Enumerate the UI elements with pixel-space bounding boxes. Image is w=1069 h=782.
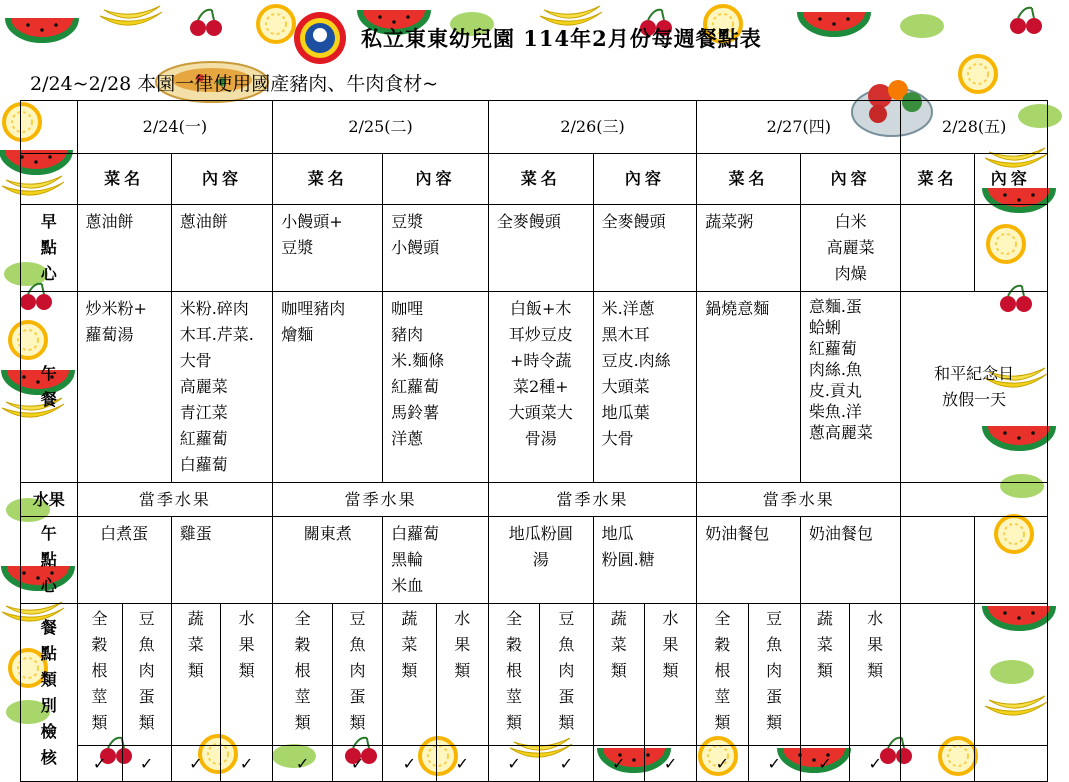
content-header: 內容: [171, 154, 273, 205]
empty-cell: [974, 604, 1047, 746]
dish-name-header: 菜名: [901, 154, 974, 205]
check-mark: ✓: [697, 746, 748, 782]
row-label-text: 午點心: [40, 524, 57, 595]
dish-content: [800, 205, 901, 292]
day-header: 2/28(五): [901, 101, 1048, 154]
dish-content: [383, 292, 489, 483]
row-label-text: 午餐: [40, 364, 57, 409]
food-group-label: 蔬 菜 類: [816, 609, 833, 680]
dish-content-text: 意麵.蛋 蛤蜊 紅蘿蔔 肉絲.魚 皮.貢丸 柴魚.洋 蔥高麗菜: [808, 297, 873, 442]
dish-content: [974, 517, 1047, 604]
dish-content-text: 米粉.碎肉 木耳.芹菜. 大骨 高麗菜 青江菜 紅蘿蔔 白蘿蔔: [179, 299, 254, 474]
food-group-cell: [540, 604, 593, 746]
check-mark: ✓: [273, 746, 333, 782]
content-header: 內容: [593, 154, 697, 205]
dish-content-text: 雞蛋: [179, 524, 212, 543]
dish-content: [593, 205, 697, 292]
check-row: [21, 746, 1048, 782]
dish-content-text: 白蘿蔔 黑輪 米血: [391, 524, 440, 595]
dish-content-text: 地瓜 粉圓.糖: [601, 524, 655, 569]
meat-origin-notice: 2/24~2/28 本園一律使用國產豬肉、牛肉食材~: [30, 73, 439, 95]
content-header: 內容: [800, 154, 901, 205]
food-group-cell: [436, 604, 488, 746]
check-mark: ✓: [850, 746, 901, 782]
dish-name: [77, 517, 171, 604]
check-mark: ✓: [644, 746, 696, 782]
food-group-label: 水 果 類: [867, 609, 884, 680]
dish-content: [171, 205, 273, 292]
food-group-label: 豆 魚 肉 蛋 類: [766, 609, 783, 732]
cherry-deco: [1010, 8, 1042, 34]
content-header: 內容: [383, 154, 489, 205]
dish-content: [171, 292, 273, 483]
food-group-label: 豆 魚 肉 蛋 類: [138, 609, 155, 732]
dish-name: [77, 292, 171, 483]
dish-name-header: 菜名: [697, 154, 801, 205]
dish-name: [488, 205, 593, 292]
dish-content-text: 豆漿 小饅頭: [391, 212, 440, 257]
day-header-row: [21, 101, 1048, 154]
food-group-cell: [220, 604, 272, 746]
food-group-cell: [593, 604, 644, 746]
dish-content: [593, 292, 697, 483]
dish-name: [901, 517, 974, 604]
breakfast-row: [21, 205, 1048, 292]
holiday-text: 和平紀念日 放假一天: [934, 364, 1015, 409]
row-label-lunch: [21, 292, 78, 483]
dish-name: [488, 292, 593, 483]
check-mark: ✓: [171, 746, 220, 782]
food-group-cell: [171, 604, 220, 746]
fruit-row: [21, 483, 1048, 517]
dish-name-text: 鍋燒意麵: [705, 299, 770, 318]
row-label-breakfast: [21, 205, 78, 292]
day-header: 2/25(二): [273, 101, 489, 154]
food-group-cell: [77, 604, 122, 746]
food-group-label: 水 果 類: [454, 609, 471, 680]
day-header: 2/24(一): [77, 101, 273, 154]
weekly-menu-table: [20, 100, 1048, 782]
check-mark: ✓: [748, 746, 800, 782]
check-mark: ✓: [800, 746, 849, 782]
food-group-label: 蔬 菜 類: [187, 609, 204, 680]
dish-name-text: 奶油餐包: [705, 524, 770, 543]
dish-content-text: 全麥饅頭: [601, 212, 666, 231]
cherry-deco: [190, 10, 222, 36]
dish-name-text: 蔥油餅: [85, 212, 134, 231]
check-mark: ✓: [122, 746, 171, 782]
banana-deco: [100, 6, 162, 25]
fruit-cell: 當季水果: [488, 483, 696, 517]
row-label-check: [21, 604, 78, 782]
page-header: [293, 14, 762, 62]
food-group-label: 全 穀 根 莖 類: [294, 609, 311, 732]
food-group-cell: [850, 604, 901, 746]
dish-name: [273, 517, 383, 604]
check-mark: ✓: [77, 746, 122, 782]
dish-name-text: 全麥饅頭: [496, 212, 561, 231]
dish-name-header: 菜名: [77, 154, 171, 205]
dish-name-header: 菜名: [488, 154, 593, 205]
fruit-cell: 當季水果: [697, 483, 901, 517]
dish-name: [273, 205, 383, 292]
empty-cell: [901, 746, 974, 782]
dish-content: [383, 205, 489, 292]
corner-cell: [21, 154, 78, 205]
food-group-label: 水 果 類: [238, 609, 255, 680]
day-header: 2/27(四): [697, 101, 901, 154]
leaf-deco: [900, 14, 944, 38]
dish-name: [273, 292, 383, 483]
lemon-deco: [960, 56, 996, 92]
food-group-cell: [383, 604, 436, 746]
dish-content-text: 奶油餐包: [808, 524, 873, 543]
dish-content: [171, 517, 273, 604]
dish-name: [697, 292, 801, 483]
food-group-label: 豆 魚 肉 蛋 類: [558, 609, 575, 732]
check-mark: ✓: [488, 746, 539, 782]
dish-name-text: 白煮蛋: [100, 524, 149, 543]
holiday-notice: [901, 292, 1048, 483]
check-mark: ✓: [540, 746, 593, 782]
dish-content-text: 米.洋蔥 黑木耳 豆皮.肉絲 大頭菜 地瓜葉 大骨: [601, 299, 671, 448]
check-mark: ✓: [436, 746, 488, 782]
dish-name-text: 地瓜粉圓 湯: [508, 524, 573, 569]
content-header: 內容: [974, 154, 1047, 205]
dish-name-text: 白飯+木 耳炒豆皮 +時令蔬 菜2種+ 大頭菜大 骨湯: [508, 299, 573, 448]
school-logo: [293, 11, 347, 65]
food-group-row: [21, 604, 1048, 746]
watermelon-deco: [800, 12, 868, 34]
dish-name-text: 小饅頭+ 豆漿: [281, 212, 343, 257]
food-group-cell: [332, 604, 382, 746]
food-group-cell: [122, 604, 171, 746]
food-group-label: 蔬 菜 類: [401, 609, 418, 680]
dish-name-text: 炒米粉+ 蘿蔔湯: [85, 299, 147, 344]
food-group-label: 豆 魚 肉 蛋 類: [349, 609, 366, 732]
dish-name: [901, 205, 974, 292]
dish-name: [697, 205, 801, 292]
snack-row: [21, 517, 1048, 604]
dish-name-header: 菜名: [273, 154, 383, 205]
dish-content: [593, 517, 697, 604]
food-group-label: 全 穀 根 莖 類: [714, 609, 731, 732]
empty-cell: [901, 604, 974, 746]
dish-content: [383, 517, 489, 604]
dish-name: [77, 205, 171, 292]
dish-content-text: 白米 高麗菜 肉燥: [826, 212, 875, 283]
food-group-cell: [800, 604, 849, 746]
food-group-cell: [697, 604, 748, 746]
dish-name-text: 咖哩豬肉 燴麵: [281, 299, 346, 344]
row-label-text: 餐點類別檢核: [40, 617, 57, 767]
dish-content-text: 咖哩 豬肉 米.麵條 紅蘿蔔 馬鈴薯 洋蔥: [391, 299, 445, 448]
food-group-label: 蔬 菜 類: [610, 609, 627, 680]
dish-content-text: 蔥油餅: [179, 212, 228, 231]
check-mark: ✓: [593, 746, 644, 782]
dish-content: [800, 517, 901, 604]
dish-content: [974, 205, 1047, 292]
fruit-cell: [901, 483, 1048, 517]
food-group-label: 全 穀 根 莖 類: [91, 609, 108, 732]
dish-name: [488, 517, 593, 604]
food-group-cell: [748, 604, 800, 746]
check-mark: ✓: [383, 746, 436, 782]
lemon-deco: [258, 6, 294, 42]
watermelon-deco: [8, 18, 76, 40]
dish-content: [800, 292, 901, 483]
column-header-row: [21, 154, 1048, 205]
food-group-cell: [644, 604, 696, 746]
check-mark: ✓: [332, 746, 382, 782]
dish-name-text: 蔬菜粥: [705, 212, 754, 231]
page-title: 私立東東幼兒園 114年2月份每週餐點表: [361, 26, 762, 51]
food-group-cell: [488, 604, 539, 746]
corner-cell: [21, 101, 78, 154]
row-label-text: 早點心: [40, 212, 57, 283]
check-mark: ✓: [220, 746, 272, 782]
lunch-row: [21, 292, 1048, 483]
row-label-fruit: 水果: [21, 483, 78, 517]
day-header: 2/26(三): [488, 101, 696, 154]
dish-name-text: 關東煮: [303, 524, 352, 543]
fruit-cell: 當季水果: [273, 483, 489, 517]
food-group-cell: [273, 604, 333, 746]
empty-cell: [974, 746, 1047, 782]
food-group-label: 水 果 類: [662, 609, 679, 680]
fruit-cell: 當季水果: [77, 483, 273, 517]
row-label-snack: [21, 517, 78, 604]
food-group-label: 全 穀 根 莖 類: [506, 609, 523, 732]
dish-name: [697, 517, 801, 604]
